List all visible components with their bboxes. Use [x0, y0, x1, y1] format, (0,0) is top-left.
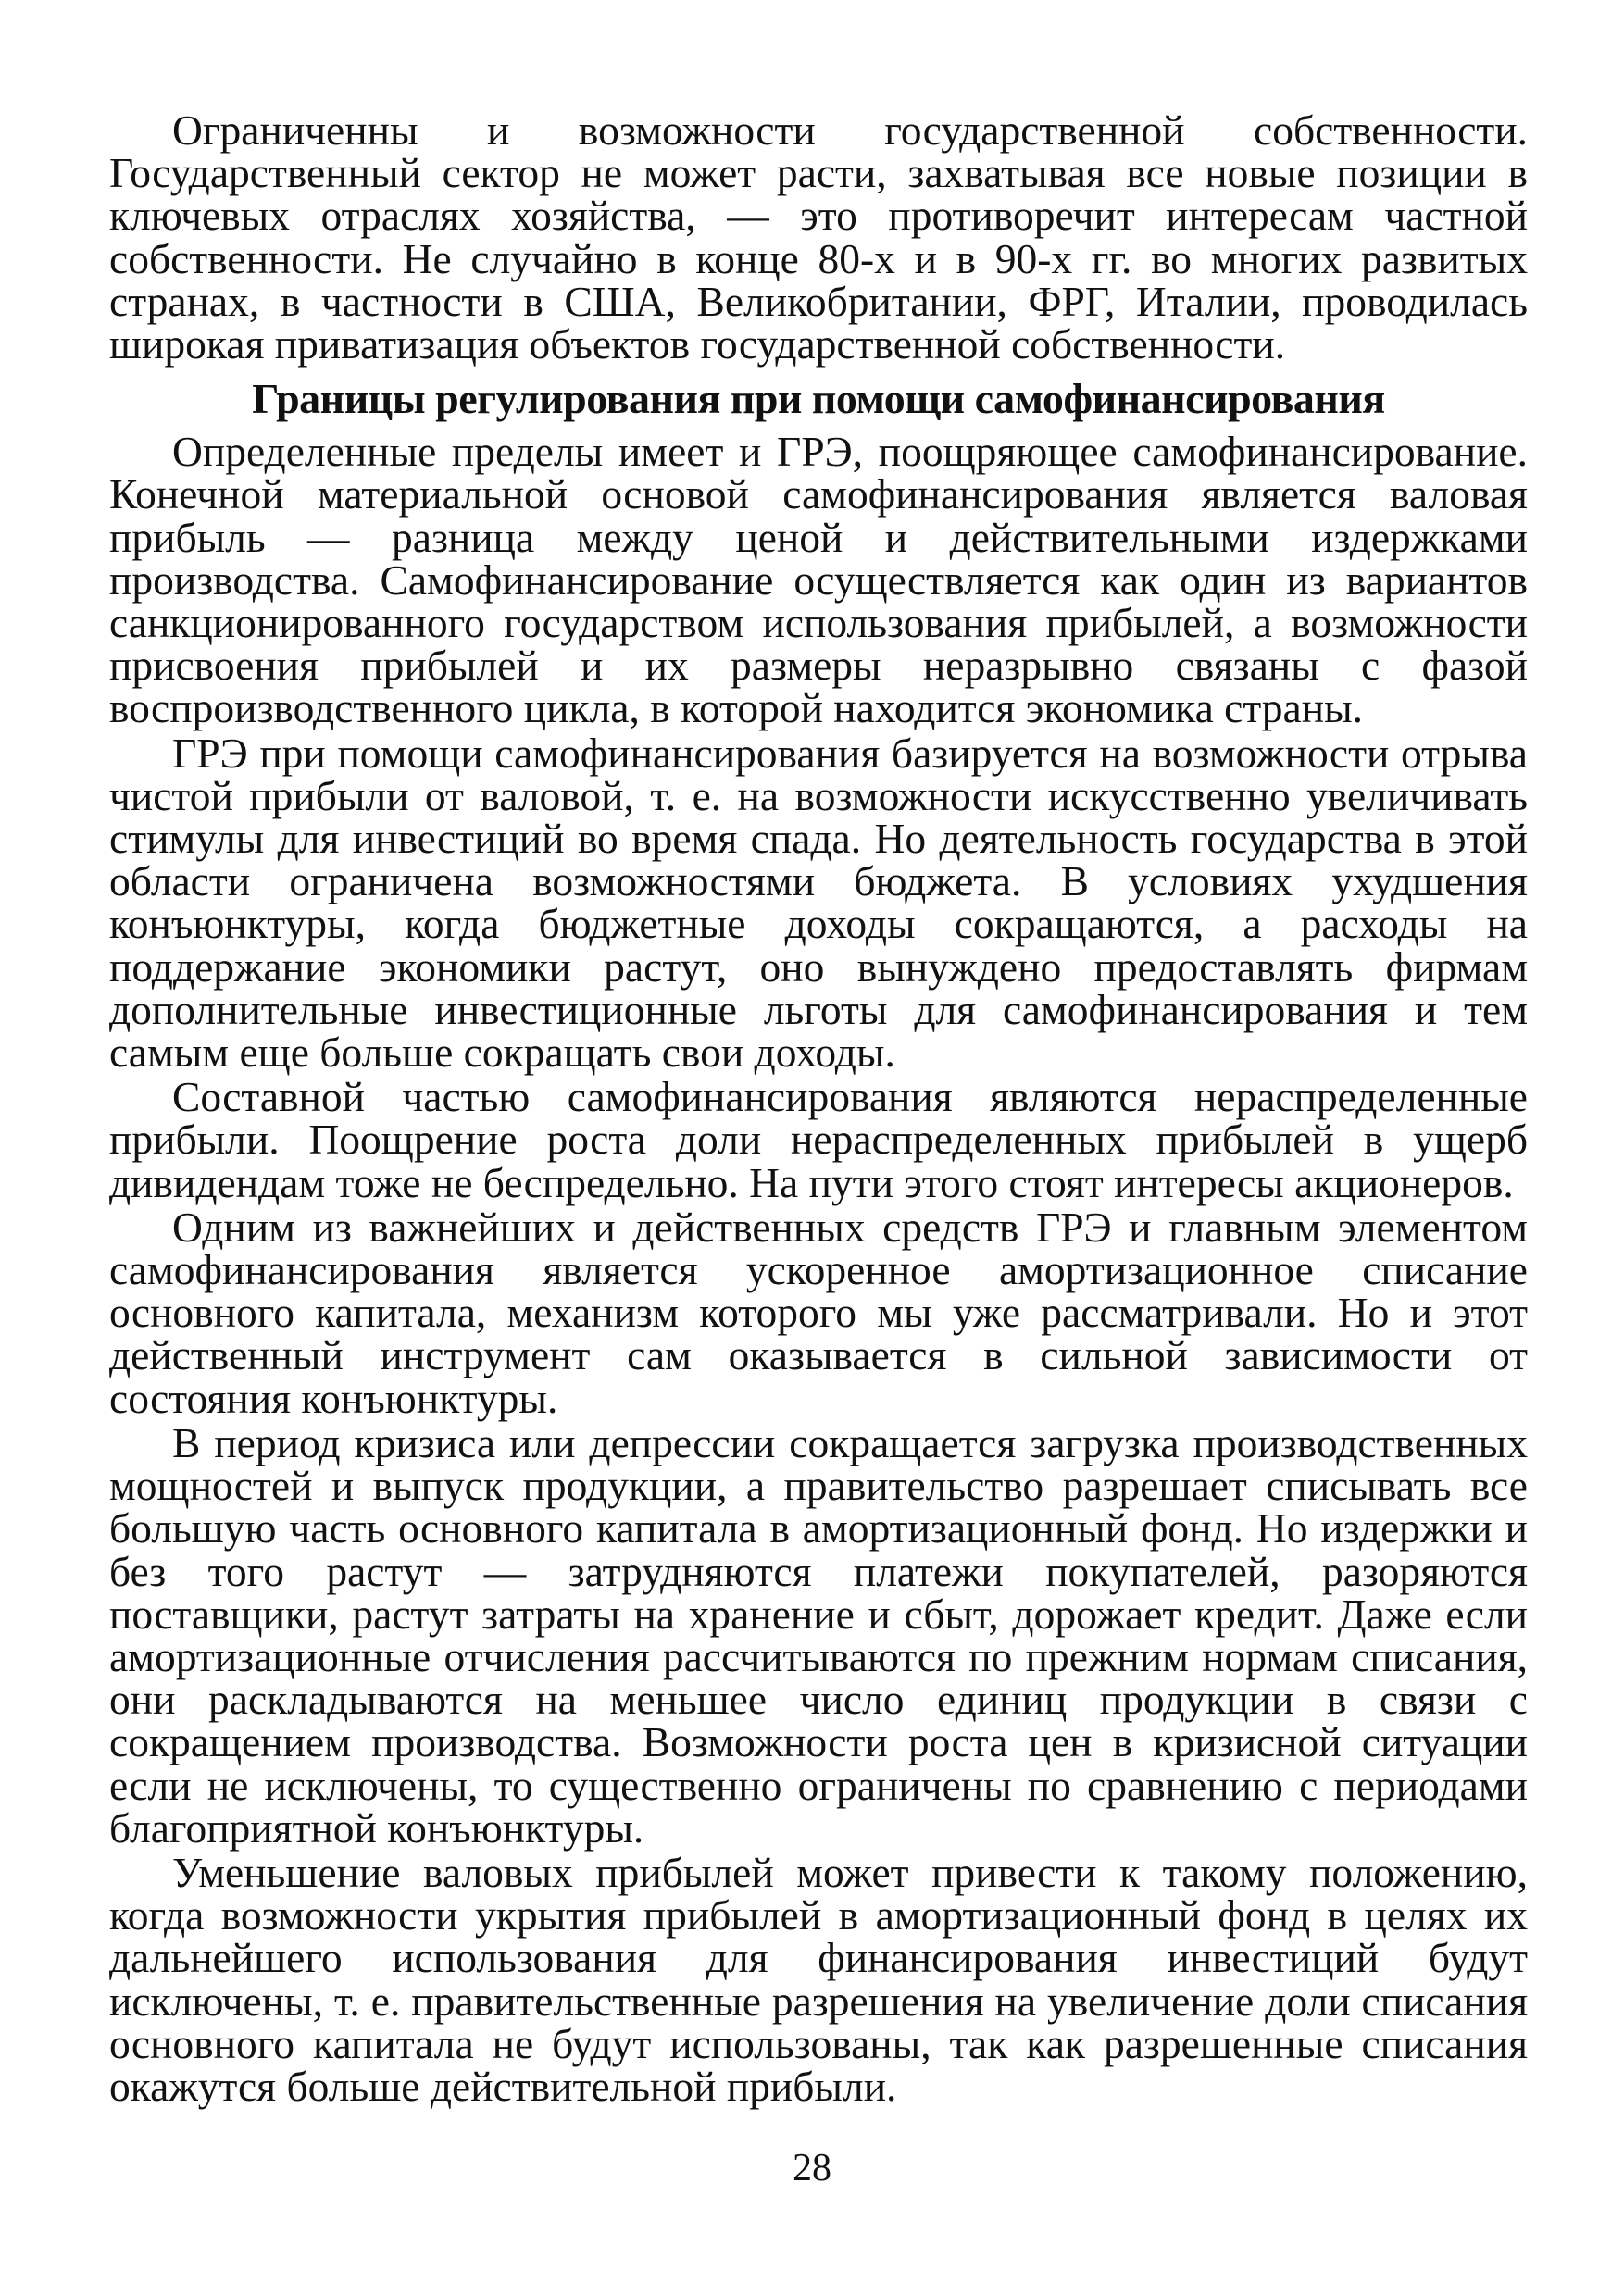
section-heading: Границы регулирования при помощи самофинансирования — [252, 375, 1385, 423]
paragraph: ГРЭ при помощи самофинансирования базируется на возможности отрыва чистой прибыли от валовой, т. е. на возможности искусственно увеличивать стимулы для инвестиций во время спада. Но деятельность государства в этой области ограничена возможностями бюджета. В условиях ухудшения конъюнктуры, когда бюджетные доходы сокращаются, а расходы на поддержание экономики растут, оно вынуждено предоставлять фирмам дополнительные инвестиционные льготы для самофинансирования и тем самым еще больше сокращать свои доходы. — [109, 729, 1528, 1077]
paragraph: Ограниченны и возможности государственной собственности. Государственный сектор не может расти, захватывая все новые позиции в ключевых отраслях хозяйства, — это противоречит интересам частной собственности. Не случайно в конце 80-х и в 90-х гг. во многих развитых странах, в частности в США, Великобритании, ФРГ, Италии, проводилась широкая приватизация объектов государственной собственности. — [109, 106, 1528, 368]
paragraph: Составной частью самофинансирования являются нераспределенные прибыли. Поощрение роста доли нераспределенных прибылей в ущерб дивидендам тоже не беспредельно. На пути этого стоят интересы акционеров. — [109, 1073, 1528, 1206]
page-body — [109, 106, 1528, 2110]
page-number: 28 — [793, 2147, 831, 2189]
paragraph: Одним из важнейших и действенных средств ГРЭ и главным элементом самофинансирования является ускоренное амортизационное списание основного капитала, механизм которого мы уже рассматривали. Но и этот действенный инструмент сам оказывается в сильной зависимости от состояния конъюнктуры. — [109, 1203, 1528, 1422]
paragraph: В период кризиса или депрессии сокращается загрузка производственных мощностей и выпуск продукции, а правительство разрешает списывать все большую часть основного капитала в амортизационный фонд. Но издержки и без того растут — затрудняются платежи покупателей, разоряются поставщики, растут затраты на хранение и сбыт, дорожает кредит. Даже если амортизационные отчисления рассчитываются по прежним нормам списания, они раскладываются на меньшее число единиц продукции в связи с сокращением производства. Возможности роста цен в кризисной ситуации если не исключены, то существенно ограничены по сравнению с периодами благоприятной конъюнктуры. — [109, 1418, 1528, 1852]
paragraph: Уменьшение валовых прибылей может привести к такому положению, когда возможности укрытия прибылей в амортизационный фонд в целях их дальнейшего использования для финансирования инвестиций будут исключены, т. е. правительственные разрешения на увеличение доли списания основного капитала не будут использованы, так как разрешенные списания окажутся больше действительной прибыли. — [109, 1848, 1528, 2110]
paragraph: Определенные пределы имеет и ГРЭ, поощряющее самофинансирование. Конечной материальной основой самофинансирования является валовая прибыль — разница между ценой и действительными издержками производства. Самофинансирование осуществляется как один из вариантов санкционированного государством использования прибылей, а возможности присвоения прибылей и их размеры неразрывно связаны с фазой воспроизводственного цикла, в которой находится экономика страны. — [109, 428, 1528, 732]
